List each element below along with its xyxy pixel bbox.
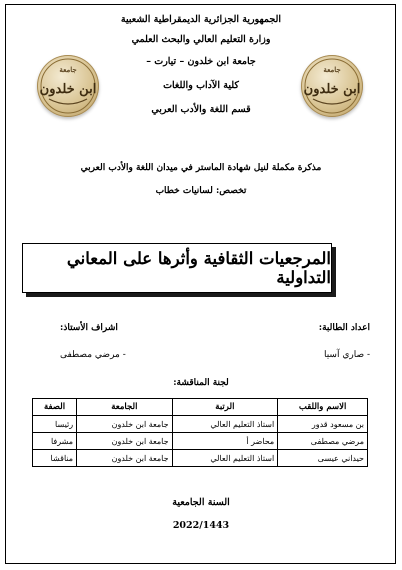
academic-year: 2022/1443: [172, 520, 230, 531]
jury-cell-role: مشرفا: [33, 433, 77, 450]
student-label: اعداد الطالبة:: [318, 323, 370, 333]
thesis-title-box: [22, 243, 332, 293]
svg-text:جامعة: جامعة: [59, 65, 77, 74]
jury-cell-rank: محاضر أ: [172, 433, 278, 450]
jury-cell-name: حيداني عيسى: [278, 450, 368, 467]
memo-purpose: مذكرة مكملة لنيل شهادة الماستر في ميدان اللغة والأدب العربي: [80, 163, 322, 173]
ministry-line: وزارة التعليم العالي والبحث العلمي: [131, 34, 271, 45]
jury-cell-university: جامعة ابن خلدون: [77, 433, 172, 450]
table-row: [33, 433, 368, 450]
jury-cell-university: جامعة ابن خلدون: [77, 416, 172, 433]
jury-cell-role: رئيسا: [33, 416, 77, 433]
thesis-title: المرجعيات الثقافية وأثرها على المعاني التداولية: [66, 249, 331, 287]
jury-cell-university: جامعة ابن خلدون: [77, 450, 172, 467]
faculty-line: كلية الآداب واللغات: [163, 80, 239, 91]
university-seal-right: [301, 55, 363, 117]
academic-year-label: السنة الجامعية: [172, 497, 230, 508]
svg-text:ابن خلدون: ابن خلدون: [39, 82, 97, 97]
table-row: [33, 450, 368, 467]
jury-cell-name: مرضي مصطفى: [278, 433, 368, 450]
memo-specialty: تخصص: لسانيات خطاب: [155, 186, 247, 196]
republic-line: الجمهورية الجزائرية الديمقراطية الشعبية: [120, 14, 282, 25]
supervisor-label: اشراف الأستاذ:: [60, 323, 118, 333]
svg-text:جامعة: جامعة: [323, 65, 341, 74]
table-row: [33, 416, 368, 433]
col-role: الصفة: [33, 399, 77, 416]
col-name: الاسم واللقب: [278, 399, 368, 416]
supervisor-name: - مرضي مصطفى: [60, 350, 126, 360]
jury-table-header-row: [33, 399, 368, 416]
jury-cell-role: مناقشا: [33, 450, 77, 467]
university-seal-left: [37, 55, 99, 117]
jury-cell-name: بن مسعود قدور: [278, 416, 368, 433]
col-university: الجامعة: [77, 399, 172, 416]
jury-cell-rank: استاذ التعليم العالي: [172, 416, 278, 433]
jury-table: [32, 398, 368, 467]
jury-title: لجنة المناقشة:: [173, 378, 229, 388]
col-rank: الرتبة: [172, 399, 278, 416]
department-line: قسم اللغة والأدب العربي: [151, 104, 251, 115]
svg-text:ابن خلدون: ابن خلدون: [303, 82, 361, 97]
university-line: جامعة ابن خلدون – تيارت –: [146, 56, 256, 67]
student-name: - صاري آسيا: [323, 350, 370, 360]
jury-cell-rank: استاذ التعليم العالي: [172, 450, 278, 467]
